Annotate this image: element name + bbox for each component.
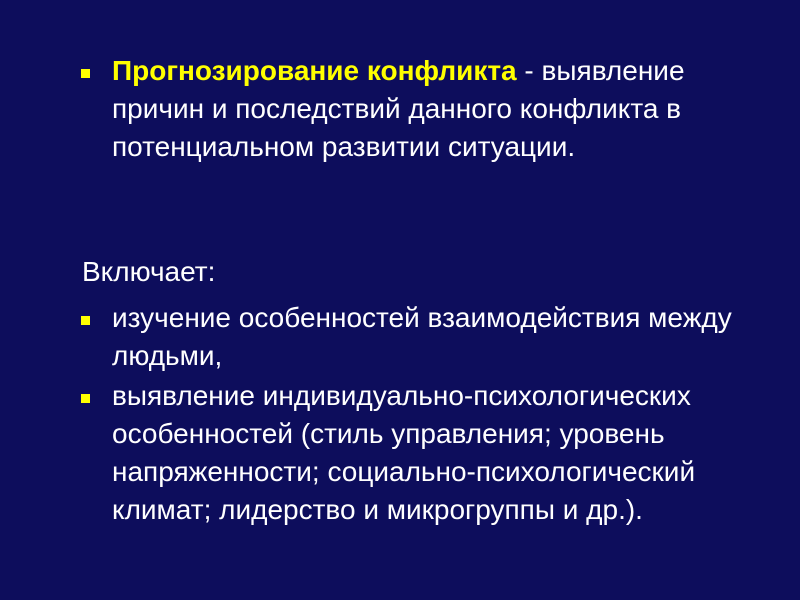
list-item-text: изучение особенностей взаимодействия между людьми, [112,302,732,371]
definition-term: Прогнозирование конфликта [112,55,517,86]
square-bullet-icon [81,69,90,78]
definition-text [112,52,731,166]
list-item [81,299,761,375]
square-bullet-icon [81,316,90,325]
definition-bullet-item [81,52,731,166]
definition-separator: - [516,55,542,86]
includes-label: Включает: [82,256,216,287]
list-item-text: выявление индивидуально-психологических особенностей (стиль управления; уровень напряженности; социально-психологический климат; лидерство и микрогруппы и др.). [112,380,696,525]
definition-body: выявление причин и последствий данного конфликта в потенциальном развитии ситуации. [112,55,685,162]
square-bullet-icon [81,394,90,403]
list-item [81,377,771,529]
